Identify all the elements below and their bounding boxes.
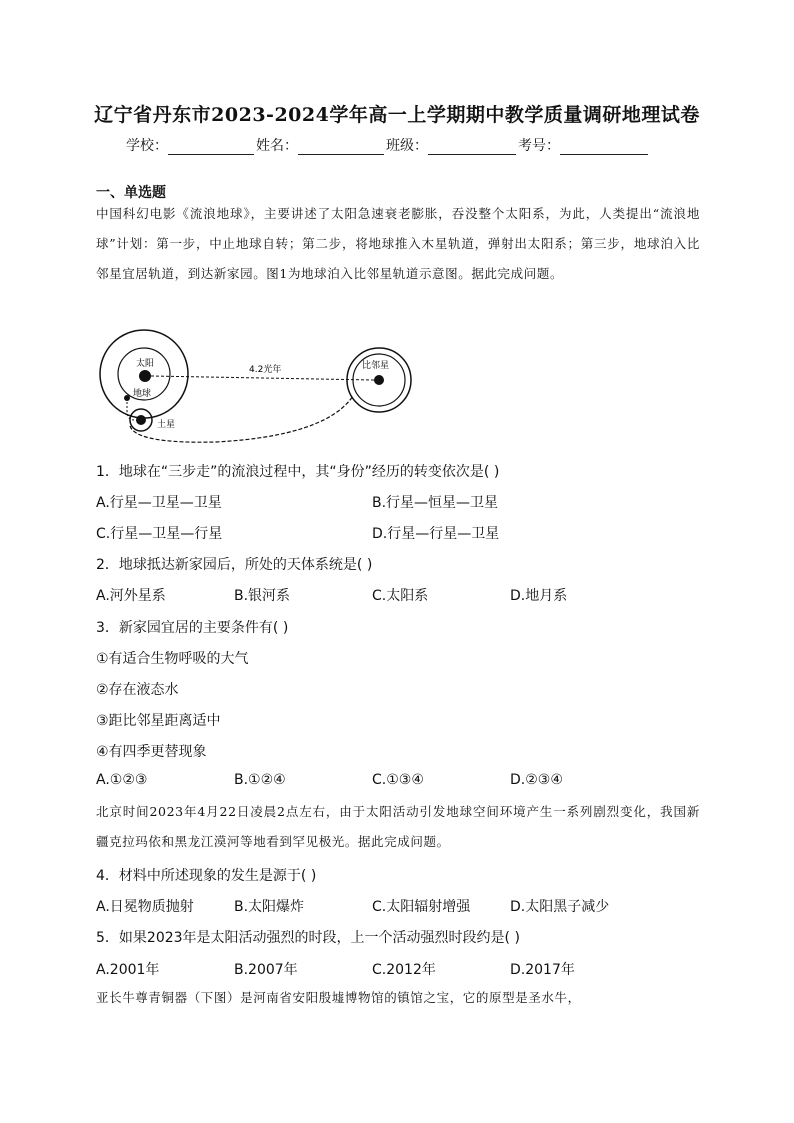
class-blank[interactable]	[428, 139, 516, 155]
student-info-row	[126, 135, 648, 155]
passage-3: 亚长牛尊青铜器（下图）是河南省安阳殷墟博物馆的镇馆之宝，它的原型是圣水牛，	[96, 990, 581, 1005]
q1-option-d[interactable]: D.行星—行星—卫星	[372, 526, 500, 542]
q1-stem: 1．地球在“三步走”的流浪过程中，其“身份”经历的转变依次是( )	[96, 464, 500, 480]
saturn-label: 土星	[157, 420, 176, 430]
q5-stem: 5．如果2023年是太阳活动强烈的时段，上一个活动强烈时段约是( )	[96, 930, 520, 946]
q3-option-d[interactable]: D.②③④	[510, 772, 563, 788]
q3-option-a[interactable]: A.①②③	[96, 772, 148, 788]
proxima-dot	[374, 375, 384, 385]
sun-label: 太阳	[136, 359, 155, 369]
saturn-dot	[136, 415, 146, 425]
earth-label: 地球	[133, 389, 152, 399]
sun-dot	[139, 370, 151, 382]
q3-option-b[interactable]: B.①②④	[234, 772, 286, 788]
number-blank[interactable]	[560, 139, 648, 155]
sun-proxima-dashed-line	[151, 376, 374, 380]
q5-option-c[interactable]: C.2012年	[372, 962, 436, 978]
section-heading: 一、单选题	[96, 185, 166, 201]
q5-option-d[interactable]: D.2017年	[510, 962, 575, 978]
q5-option-b[interactable]: B.2007年	[234, 962, 298, 978]
passage-2: 北京时间2023年4月22日凌晨2点左右，由于太阳活动引发地球空间环境产生一系列剧烈变化，我国新疆克拉玛依和黑龙江漠河等地看到罕见极光。据此完成问题。	[96, 804, 700, 849]
q4-option-b[interactable]: B.太阳爆炸	[234, 899, 305, 915]
q2-option-d[interactable]: D.地月系	[510, 588, 568, 604]
passage-1: 中国科幻电影《流浪地球》，主要讲述了太阳急速衰老膨胀，吞没整个太阳系，为此，人类提出“流浪地球”计划：第一步，中止地球自转；第二步，将地球推入木星轨道，弹射出太阳系；第三步，地球泊入比邻星宜居轨道，到达新家园。图1为地球泊入比邻星轨道示意图。据此完成问题。	[96, 206, 700, 281]
q4-option-a[interactable]: A.日冕物质抛射	[96, 899, 194, 915]
q4-option-c[interactable]: C.太阳辐射增强	[372, 899, 471, 915]
q1-option-b[interactable]: B.行星—恒星—卫星	[372, 495, 499, 511]
school-label: 学校：	[126, 138, 168, 154]
q3-statement-2: ②存在液态水	[96, 682, 179, 698]
q3-statement-3: ③距比邻星距离适中	[96, 713, 221, 729]
q5-option-a[interactable]: A.2001年	[96, 962, 160, 978]
q4-option-d[interactable]: D.太阳黑子减少	[510, 899, 610, 915]
school-blank[interactable]	[168, 139, 254, 155]
q2-option-a[interactable]: A.河外星系	[96, 588, 166, 604]
class-label: 班级：	[386, 138, 428, 154]
name-label: 姓名：	[256, 138, 298, 154]
q3-stem: 3．新家园宜居的主要条件有( )	[96, 620, 289, 636]
q4-stem: 4．材料中所述现象的发生是源于( )	[96, 868, 317, 884]
q2-option-c[interactable]: C.太阳系	[372, 588, 429, 604]
number-label: 考号：	[518, 138, 560, 154]
exam-title: 辽宁省丹东市2023-2024学年高一上学期期中教学质量调研地理试卷	[94, 104, 700, 126]
orbit-diagram	[96, 326, 416, 446]
name-blank[interactable]	[298, 139, 384, 155]
q1-option-c[interactable]: C.行星—卫星—行星	[96, 526, 223, 542]
q3-statement-4: ④有四季更替现象	[96, 744, 207, 760]
q2-option-b[interactable]: B.银河系	[234, 588, 291, 604]
q2-stem: 2．地球抵达新家园后，所处的天体系统是( )	[96, 557, 373, 573]
proxima-label: 比邻星	[362, 361, 390, 371]
q3-statement-1: ①有适合生物呼吸的大气	[96, 651, 249, 667]
q3-option-c[interactable]: C.①③④	[372, 772, 424, 788]
q1-option-a[interactable]: A.行星—卫星—卫星	[96, 495, 222, 511]
distance-label: 4.2光年	[249, 365, 282, 375]
